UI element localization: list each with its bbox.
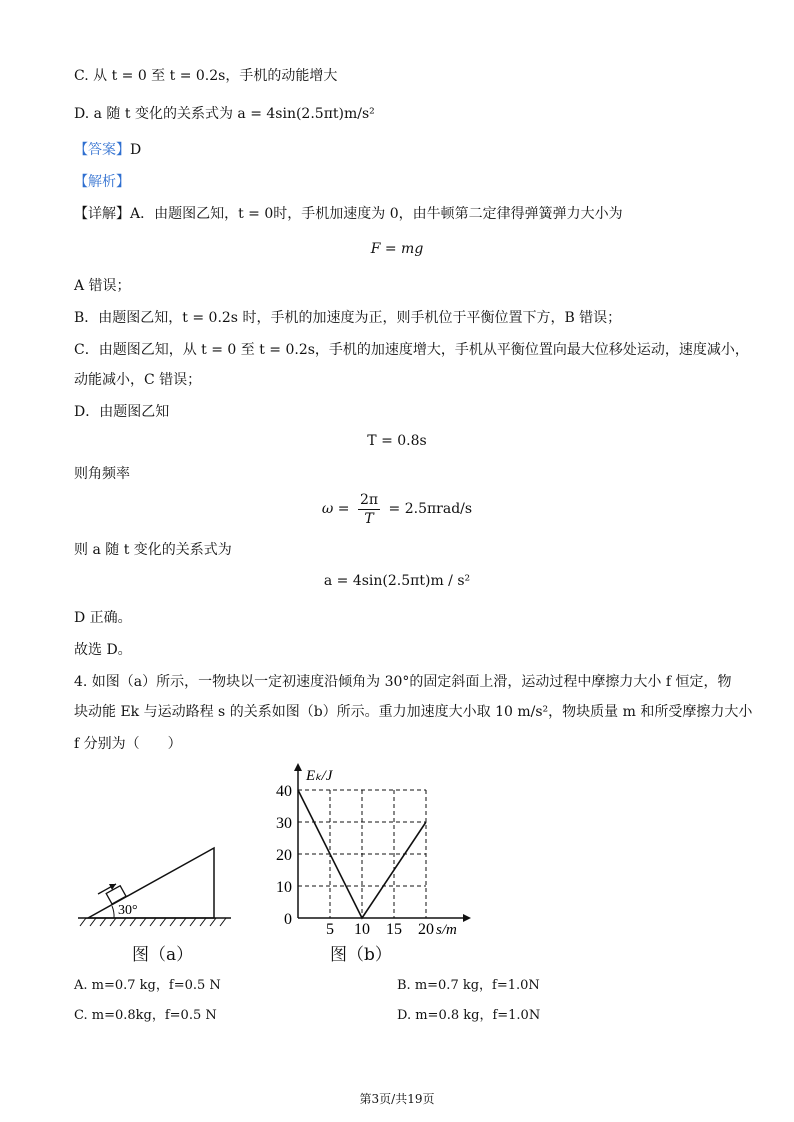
option-d-text: D. a 随 t 变化的关系式为 a = 4sin(2.5πt)m/s² [74,106,375,122]
x-tick-label: 20 [418,921,434,938]
ground-hatching [80,918,226,926]
figure-a-caption: 图（a） [132,945,194,965]
question4-line-3: f 分别为（ ） [74,736,182,752]
option-a[interactable]: A. m=0.7 kg，f=0.5 N [74,978,221,993]
d-analysis-text: D．由题图乙知 [74,404,170,420]
omega-lhs: ω = [321,501,350,517]
figure-b-caption: 图（b） [330,945,392,965]
y-axis-label: Eₖ/J [306,768,333,784]
y-tick-label: 0 [284,911,292,928]
y-tick-label: 40 [276,783,292,800]
incline-triangle [88,848,214,918]
b-analysis-text: B．由题图乙知，t = 0.2s 时，手机的加速度为正，则手机位于平衡位置下方，B 错误； [74,310,622,326]
omega-numerator: 2π [359,491,379,508]
equation-period: T = 0.8s [367,433,427,449]
figure-a-incline [76,838,236,928]
a-wrong-text: A 错误； [74,278,131,294]
y-axis-arrow-icon [294,763,302,771]
answer-label: 【答案】 [74,142,130,158]
omega-rhs: = 2.5πrad/s [388,501,473,517]
omega-label: 则角频率 [74,466,130,482]
angle-arc [112,906,114,918]
angle-label: 30° [118,903,138,918]
option-c-text: C. 从 t = 0 至 t = 0.2s，手机的动能增大 [74,68,338,84]
question4-line-2: 块动能 Ek 与运动路程 s 的关系如图（b）所示。重力加速度大小取 10 m/s²，物块质量 m 和所受摩擦力大小 [74,704,753,720]
x-axis-label: s/m [436,922,457,938]
equation-f: F = mg [370,241,424,257]
equation-a: a = 4sin(2.5πt)m / s² [323,573,471,589]
chart-grid [298,790,426,918]
x-tick-label: 15 [386,921,402,938]
detail-label: 【详解】 [74,206,130,222]
x-tick-label: 10 [354,921,370,938]
y-tick-label: 10 [276,879,292,896]
answer-value: D [130,142,142,158]
figure-b-chart [266,758,476,940]
answer-line [74,140,141,160]
y-tick-label: 30 [276,815,292,832]
c-analysis-text-1: C．由题图乙知，从 t = 0 至 t = 0.2s，手机的加速度增大，手机从平衡位置向最大位移处运动，速度减小， [74,342,749,358]
analysis-label: 【解析】 [74,174,130,190]
a-relation-label: 则 a 随 t 变化的关系式为 [74,542,232,558]
option-c[interactable]: C. m=0.8kg，f=0.5 N [74,1008,217,1023]
page-footer: 第3页/共19页 [359,1092,435,1106]
chart-ticks [276,783,434,938]
option-d[interactable]: D. m=0.8 kg，f=1.0N [397,1008,541,1023]
option-b[interactable]: B. m=0.7 kg，f=1.0N [397,978,540,993]
detail-text: A．由题图乙知，t = 0时，手机加速度为 0，由牛顿第二定律得弹簧弹力大小为 [130,206,623,222]
equation-omega [0,490,794,528]
d-correct-text: D 正确。 [74,610,132,626]
y-tick-label: 20 [276,847,292,864]
omega-denominator: T [364,510,374,527]
omega-fraction [358,491,380,528]
x-tick-label: 5 [326,921,334,938]
question4-line-1: 4. 如图（a）所示，一物块以一定初速度沿倾角为 30°的固定斜面上滑，运动过程中摩擦力大小 f 恒定，物 [74,674,732,690]
choose-text: 故选 D。 [74,642,132,658]
detail-line [74,204,623,224]
x-axis-arrow-icon [463,914,471,922]
c-analysis-text-2: 动能减小，C 错误； [74,372,202,388]
